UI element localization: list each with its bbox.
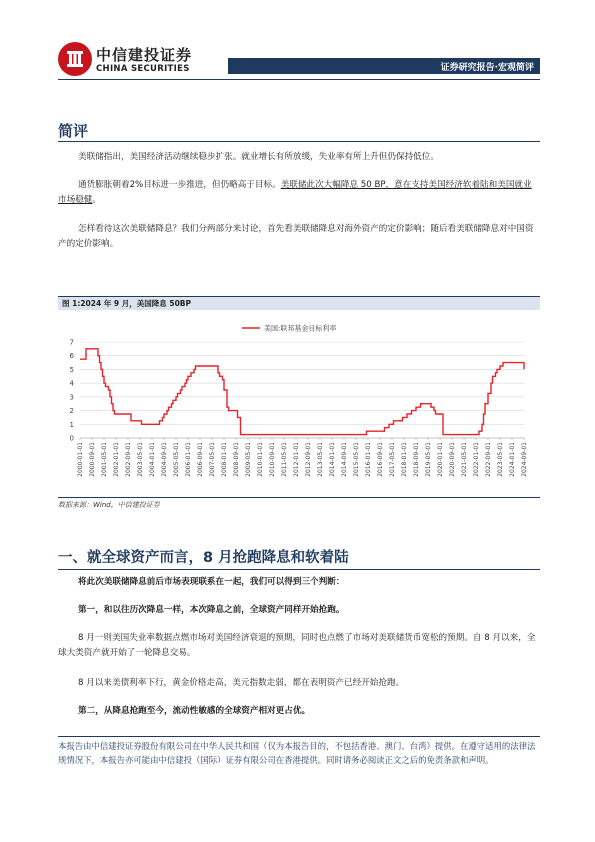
section1-lead: 将此次美联储降息前后市场表现联系在一起，我们可以得到三个判断： (78, 577, 345, 587)
x-tick-label: 2022-01-01 (473, 442, 480, 477)
x-tick-label: 2012-09-01 (305, 442, 312, 477)
x-tick-label: 2020-01-01 (437, 442, 444, 477)
logo-english-name: CHINA SECURITIES (96, 64, 190, 74)
x-tick-label: 2004-01-01 (149, 442, 156, 477)
x-tick-label: 2001-05-01 (101, 442, 108, 477)
company-logo (58, 42, 193, 78)
y-tick-label: 3 (69, 393, 74, 402)
report-type-label: 证券研究报告·宏观简评 (440, 63, 534, 73)
figure-caption: 图 1:2024 年 9 月，美国降息 50BP (62, 299, 192, 308)
x-tick-label: 2013-05-01 (317, 442, 324, 477)
y-tick-label: 4 (69, 379, 74, 388)
x-tick-label: 2002-01-01 (113, 442, 120, 477)
x-tick-label: 2011-05-01 (281, 442, 288, 477)
x-tick-label: 2022-09-01 (485, 442, 492, 477)
section-heading-1: 一、就全球资产而言，8 月抢跑降息和软着陆 (58, 550, 349, 566)
x-tick-label: 2014-01-01 (329, 442, 336, 477)
x-tick-label: 2024-09-01 (521, 442, 528, 477)
legend-label: 美国:联邦基金目标利率 (264, 324, 337, 333)
section1-point-2: 第二，从降息抢跑至今，流动性敏感的全球资产相对更占优。 (78, 706, 311, 716)
x-tick-label: 2021-05-01 (461, 442, 468, 477)
section-divider (58, 141, 540, 142)
x-tick-label: 2004-09-01 (161, 442, 168, 477)
section1-point-1: 第一，和以往历次降息一样，本次降息之前，全球资产同样开始抢跑。 (78, 605, 345, 615)
y-tick-label: 2 (69, 407, 74, 416)
review-p2-underlined: 美联储此次大幅降息 50 BP，意在支持美国经济软着陆和美国就业市场稳健 (58, 180, 532, 205)
y-tick-label: 0 (69, 434, 74, 443)
y-tick-label: 6 (69, 352, 74, 361)
review-paragraph-2 (58, 178, 540, 208)
x-tick-label: 2014-09-01 (341, 442, 348, 477)
x-tick-label: 2018-09-01 (413, 442, 420, 477)
review-paragraph-3: 怎样看待这次美联储降息？我们分两部分来讨论，首先看美联储降息对海外资产的定价影响；随后看美联储降息对中国资产的定价影响。 (58, 224, 534, 249)
section1-paragraph-b: 8 月以来美债利率下行，黄金价格走高，美元指数走弱，都在表明资产已经开始抢跑。 (78, 678, 405, 688)
y-tick-label: 5 (69, 365, 74, 374)
disclaimer-text: 本报告由中信建投证券股份有限公司在中华人民共和国（仅为本报告目的，不包括香港、澳门、台湾）提供。在遵守适用的法律法规情况下，本报告亦可能由中信建投（国际）证券有限公司在香港提供。同时请务必阅读正文之后的免责条款和声明。 (58, 741, 536, 765)
logo-chinese-name: 中信建投证券 (96, 46, 193, 64)
x-tick-label: 2006-01-01 (185, 442, 192, 477)
x-tick-label: 2008-01-01 (221, 442, 228, 477)
x-tick-label: 2008-09-01 (233, 442, 240, 477)
x-tick-label: 2019-05-01 (425, 442, 432, 477)
x-tick-label: 2006-09-01 (197, 442, 204, 477)
x-tick-label: 2023-05-01 (497, 442, 504, 477)
y-tick-label: 1 (69, 420, 74, 429)
review-p2-text: 通货膨胀朝着2%目标进一步推进，但仍略高于目标。 (78, 180, 281, 190)
review-paragraph-1: 美联储指出，美国经济活动继续稳步扩张。就业增长有所放缓，失业率有所上升但仍保持低位。 (78, 152, 439, 162)
series-line (80, 349, 524, 435)
x-tick-label: 2016-09-01 (377, 442, 384, 477)
figure-caption-bar (58, 296, 540, 310)
x-tick-label: 2015-05-01 (353, 442, 360, 477)
x-tick-label: 2024-01-01 (509, 442, 516, 477)
x-tick-label: 2016-01-01 (365, 442, 372, 477)
x-tick-label: 2012-01-01 (293, 442, 300, 477)
x-tick-label: 2005-05-01 (173, 442, 180, 477)
y-tick-label: 7 (69, 338, 74, 347)
x-tick-label: 2018-01-01 (401, 442, 408, 477)
x-tick-label: 2010-01-01 (257, 442, 264, 477)
x-tick-label: 2007-05-01 (209, 442, 216, 477)
section1-paragraph-a: 8 月一则美国失业率数据点燃市场对美国经济衰退的预期，同时也点燃了市场对美联储货币宽松的预期。自 8 月以来，全球大类资产就开始了一轮降息交易。 (58, 633, 536, 658)
fed-funds-rate-chart (58, 314, 540, 498)
figure-source: 数据来源：Wind，中信建投证券 (58, 501, 160, 509)
section-heading-divider (58, 569, 540, 570)
x-tick-label: 2009-05-01 (245, 442, 252, 477)
report-type-banner (228, 58, 540, 74)
section-title-review: 简评 (58, 122, 89, 140)
x-tick-label: 2000-09-01 (89, 442, 96, 477)
figure-divider (58, 497, 540, 498)
x-tick-label: 2017-05-01 (389, 442, 396, 477)
x-tick-label: 2003-05-01 (137, 442, 144, 477)
header-divider (58, 79, 540, 80)
x-tick-label: 2020-09-01 (449, 442, 456, 477)
disclaimer-divider (58, 736, 540, 737)
x-tick-label: 2002-09-01 (125, 442, 132, 477)
citic-logo-icon (58, 42, 92, 76)
x-tick-label: 2000-01-01 (77, 442, 84, 477)
x-tick-label: 2010-09-01 (269, 442, 276, 477)
review-p2-end: 。 (92, 195, 101, 205)
